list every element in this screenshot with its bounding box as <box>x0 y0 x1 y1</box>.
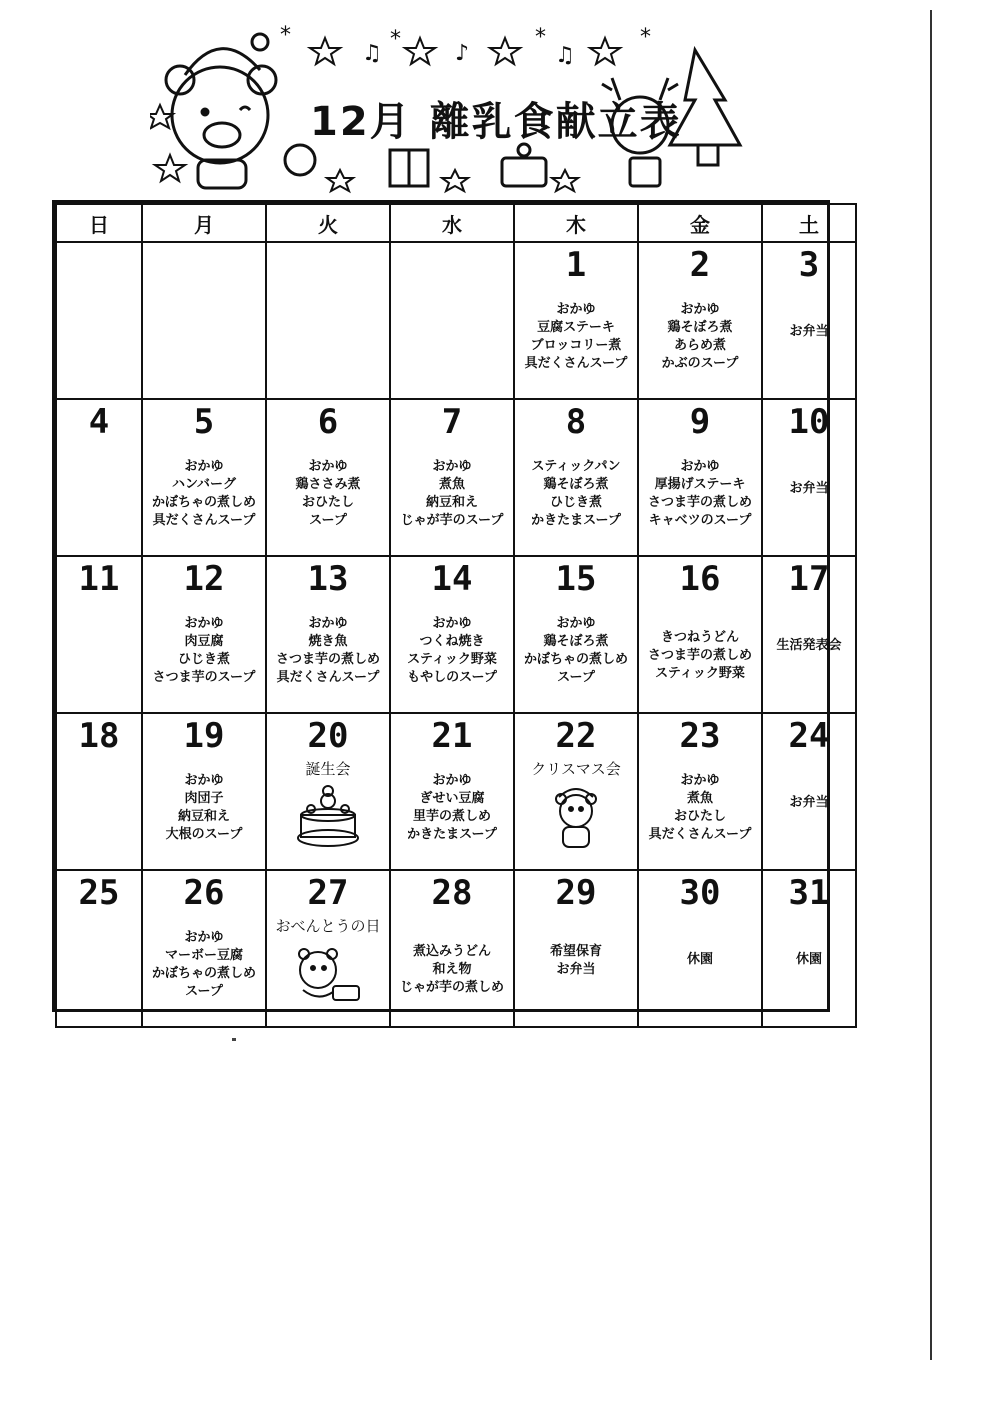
star-icon <box>310 38 340 64</box>
menu-item: お弁当 <box>789 324 829 339</box>
menu-item: おかゆ <box>432 773 472 788</box>
menu-item: おかゆ <box>184 459 224 474</box>
day-note <box>763 794 855 812</box>
day-number: 30 <box>679 873 721 913</box>
day-cell <box>56 556 142 713</box>
menu-item: ひじき煮 <box>177 652 230 667</box>
menu-item: さつま芋の煮しめ <box>647 495 752 510</box>
day-number: 9 <box>689 402 711 442</box>
day-cell <box>514 399 638 556</box>
day-note <box>763 480 855 498</box>
star-icon <box>590 38 620 64</box>
day-number: 12 <box>183 559 225 599</box>
menu-item: キャベツのスープ <box>648 513 752 528</box>
day-cell <box>762 870 856 1027</box>
menu-item: さつま芋の煮しめ <box>275 652 380 667</box>
page-edge-line <box>930 10 932 1360</box>
svg-text:♪: ♪ <box>455 41 470 66</box>
menu-item: 休園 <box>795 952 822 967</box>
title-name: 離乳食献立表 <box>429 99 682 145</box>
menu-item: 具だくさんスープ <box>524 356 628 371</box>
birthday-cake-icon <box>293 783 363 851</box>
day-cell <box>390 713 514 870</box>
menu-item: かきたまスープ <box>531 513 621 528</box>
day-cell <box>514 242 638 399</box>
day-cell <box>514 870 638 1027</box>
day-note <box>763 951 855 969</box>
menu-items <box>515 615 637 687</box>
menu-item: ブロッコリー煮 <box>530 338 622 353</box>
day-number: 29 <box>555 873 597 913</box>
menu-item: おかゆ <box>184 930 224 945</box>
menu-item: おひたし <box>673 809 726 824</box>
menu-item: おかゆ <box>308 459 348 474</box>
day-number: 16 <box>679 559 721 599</box>
day-cell <box>762 556 856 713</box>
menu-item: おかゆ <box>432 616 472 631</box>
day-cell <box>266 713 390 870</box>
menu-items <box>515 943 637 979</box>
day-cell <box>266 242 390 399</box>
menu-item: さつま芋のスープ <box>152 670 256 685</box>
star-icon <box>442 170 468 191</box>
day-cell <box>390 399 514 556</box>
bear-lunchbox-icon <box>293 940 363 1008</box>
star-icon <box>155 155 185 181</box>
svg-text:*: * <box>390 27 401 52</box>
star-icon <box>327 170 353 191</box>
star-icon <box>405 38 435 64</box>
menu-item: スティック野菜 <box>407 652 497 667</box>
day-number: 20 <box>307 716 349 756</box>
day-cell <box>638 713 762 870</box>
svg-text:*: * <box>280 23 291 48</box>
menu-item: もやしのスープ <box>407 670 497 685</box>
menu-item: 里芋の煮しめ <box>412 809 491 824</box>
day-note <box>639 951 761 969</box>
weekday-header-row <box>56 204 856 242</box>
header-banner <box>150 20 750 200</box>
scan-speck <box>232 1038 236 1041</box>
day-number: 5 <box>193 402 215 442</box>
menu-items <box>515 458 637 530</box>
menu-item: おかゆ <box>432 459 472 474</box>
menu-item: おかゆ <box>556 616 596 631</box>
weekday-sat: 土 <box>762 204 856 242</box>
day-note <box>763 637 855 655</box>
week-row <box>56 399 856 556</box>
menu-item: おかゆ <box>184 616 224 631</box>
menu-items <box>515 301 637 373</box>
menu-items <box>143 615 265 687</box>
day-number: 25 <box>78 873 120 913</box>
menu-item: スープ <box>309 513 347 528</box>
bear-santa-icon <box>166 34 315 188</box>
menu-item: 具だくさんスープ <box>152 513 256 528</box>
menu-item: 大根のスープ <box>165 827 243 842</box>
menu-items <box>639 772 761 844</box>
calendar-table <box>55 203 857 1028</box>
day-cell <box>142 713 266 870</box>
day-cell <box>142 556 266 713</box>
day-number: 15 <box>555 559 597 599</box>
title-month: 12月 <box>310 99 412 145</box>
day-number: 7 <box>441 402 463 442</box>
day-cell <box>390 870 514 1027</box>
menu-item: おひたし <box>301 495 354 510</box>
menu-item: スティック野菜 <box>655 666 745 681</box>
day-cell <box>56 399 142 556</box>
weekday-sun: 日 <box>56 204 142 242</box>
week-row <box>56 242 856 399</box>
menu-item: 煮込みうどん <box>412 944 491 959</box>
menu-item: 鶏そぼろ煮 <box>543 477 609 492</box>
menu-items <box>639 301 761 373</box>
weekday-mon: 月 <box>142 204 266 242</box>
day-cell <box>762 399 856 556</box>
day-number: 23 <box>679 716 721 756</box>
day-cell <box>390 556 514 713</box>
weekday-tue: 火 <box>266 204 390 242</box>
menu-item: 和え物 <box>432 962 472 977</box>
day-cell <box>266 399 390 556</box>
menu-item: 煮魚 <box>438 477 465 492</box>
menu-item: かぼちゃの煮しめ <box>151 966 256 981</box>
menu-item: あらめ煮 <box>673 338 726 353</box>
day-cell <box>56 242 142 399</box>
cake-icon <box>502 158 546 186</box>
menu-item: 生活発表会 <box>776 638 842 653</box>
day-number: 19 <box>183 716 225 756</box>
menu-item: 休園 <box>686 952 713 967</box>
menu-calendar <box>52 200 842 1012</box>
svg-text:*: * <box>535 25 546 50</box>
day-cell <box>390 242 514 399</box>
day-cell <box>514 713 638 870</box>
menu-item: さつま芋の煮しめ <box>647 648 752 663</box>
day-cell <box>638 556 762 713</box>
menu-item: きつねうどん <box>660 630 739 645</box>
menu-items <box>267 458 389 530</box>
page-title <box>310 90 700 147</box>
menu-item: 厚揚げステーキ <box>654 477 746 492</box>
day-number: 18 <box>78 716 120 756</box>
menu-item: お弁当 <box>789 795 829 810</box>
week-row <box>56 556 856 713</box>
event-label: 誕生会 <box>305 760 351 778</box>
day-number: 4 <box>88 402 110 442</box>
day-number: 14 <box>431 559 473 599</box>
menu-item: 納豆和え <box>177 809 230 824</box>
weekday-fri: 金 <box>638 204 762 242</box>
day-number: 2 <box>689 245 711 285</box>
day-cell <box>266 556 390 713</box>
day-number: 22 <box>555 716 597 756</box>
bear-santa-icon <box>541 783 611 851</box>
star-icon <box>490 38 520 64</box>
day-number: 27 <box>307 873 349 913</box>
day-cell <box>56 870 142 1027</box>
day-number: 6 <box>317 402 339 442</box>
menu-item: おかゆ <box>184 773 224 788</box>
day-number: 24 <box>788 716 830 756</box>
menu-items <box>639 458 761 530</box>
day-number: 1 <box>565 245 587 285</box>
day-note <box>763 323 855 341</box>
menu-item: 豆腐ステーキ <box>537 320 615 335</box>
day-number: 8 <box>565 402 587 442</box>
menu-item: おかゆ <box>680 773 720 788</box>
menu-item: 具だくさんスープ <box>276 670 380 685</box>
menu-item: おかゆ <box>308 616 348 631</box>
weekday-wed: 水 <box>390 204 514 242</box>
menu-item: おかゆ <box>680 459 720 474</box>
menu-item: ひじき煮 <box>549 495 602 510</box>
menu-items <box>391 615 513 687</box>
day-cell <box>142 242 266 399</box>
menu-item: お弁当 <box>556 962 596 977</box>
menu-item: お弁当 <box>789 481 829 496</box>
menu-item: 希望保育 <box>549 944 602 959</box>
menu-items <box>143 929 265 1001</box>
day-cell <box>638 242 762 399</box>
menu-item: おかゆ <box>680 302 720 317</box>
day-cell <box>638 399 762 556</box>
menu-item: スープ <box>557 670 595 685</box>
day-cell <box>762 713 856 870</box>
day-number: 11 <box>78 559 120 599</box>
svg-text:♫: ♫ <box>362 41 382 66</box>
day-number: 17 <box>788 559 830 599</box>
day-cell <box>266 870 390 1027</box>
menu-items <box>143 458 265 530</box>
event-label: おべんとうの日 <box>275 917 381 935</box>
menu-item: ぎせい豆腐 <box>419 791 485 806</box>
day-number: 26 <box>183 873 225 913</box>
day-number: 21 <box>431 716 473 756</box>
weekday-thu: 木 <box>514 204 638 242</box>
menu-item: 納豆和え <box>425 495 478 510</box>
menu-item: おかゆ <box>556 302 596 317</box>
menu-item: 肉団子 <box>184 791 224 806</box>
menu-item: 具だくさんスープ <box>648 827 752 842</box>
menu-item: かぶのスープ <box>661 356 739 371</box>
menu-items <box>391 943 513 997</box>
menu-item: かぼちゃの煮しめ <box>523 652 628 667</box>
star-icon <box>552 170 578 191</box>
menu-item: かぼちゃの煮しめ <box>151 495 256 510</box>
menu-items <box>391 772 513 844</box>
menu-item: 肉豆腐 <box>184 634 224 649</box>
star-icon <box>150 105 173 128</box>
menu-item: じゃが芋のスープ <box>400 513 504 528</box>
menu-item: スープ <box>185 984 223 999</box>
menu-item: 鶏そぼろ煮 <box>667 320 733 335</box>
week-row <box>56 870 856 1027</box>
menu-item: かきたまスープ <box>407 827 497 842</box>
day-number: 3 <box>798 245 820 285</box>
day-cell <box>56 713 142 870</box>
day-number: 31 <box>788 873 830 913</box>
menu-item: 煮魚 <box>686 791 713 806</box>
menu-item: 鶏ささみ煮 <box>295 477 361 492</box>
menu-item: ハンバーグ <box>171 477 237 492</box>
day-number: 28 <box>431 873 473 913</box>
menu-items <box>267 615 389 687</box>
day-cell <box>762 242 856 399</box>
day-number: 10 <box>788 402 830 442</box>
day-cell <box>142 399 266 556</box>
menu-item: じゃが芋の煮しめ <box>399 980 504 995</box>
menu-item: つくね焼き <box>419 634 485 649</box>
week-row <box>56 713 856 870</box>
day-cell <box>142 870 266 1027</box>
menu-items <box>143 772 265 844</box>
event-label: クリスマス会 <box>531 760 621 778</box>
day-number: 13 <box>307 559 349 599</box>
menu-item: 鶏そぼろ煮 <box>543 634 609 649</box>
day-cell <box>514 556 638 713</box>
menu-items <box>391 458 513 530</box>
svg-text:*: * <box>640 25 651 50</box>
menu-items <box>639 629 761 683</box>
menu-item: マーボー豆腐 <box>164 948 243 963</box>
day-cell <box>638 870 762 1027</box>
menu-item: スティックパン <box>531 459 621 474</box>
svg-text:♫: ♫ <box>555 43 575 68</box>
menu-item: 焼き魚 <box>308 634 348 649</box>
